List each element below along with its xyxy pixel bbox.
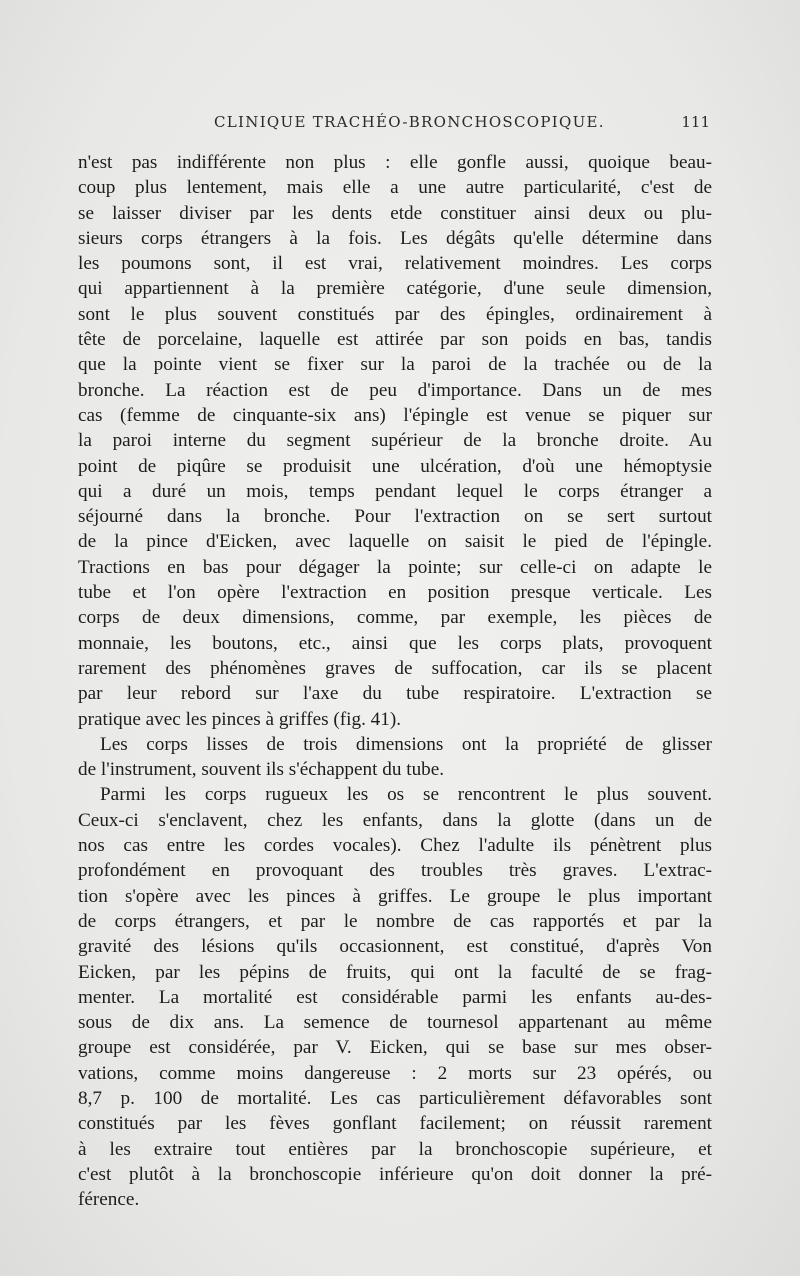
text-line: de la pince d'Eicken, avec laquelle on saisit le pied de l'épingle. (78, 531, 712, 553)
text-line: sieurs corps étrangers à la fois. Les dégâts qu'elle détermine dans (78, 227, 712, 249)
text-line: Eicken, par les pépins de fruits, qui ont la faculté de se frag- (78, 961, 712, 983)
text-line: tube et l'on opère l'extraction en position presque verticale. Les (78, 582, 712, 604)
text-line: rarement des phénomènes graves de suffocation, car ils se placent (78, 657, 712, 679)
text-line: sont le plus souvent constitués par des épingles, ordinairement à (78, 303, 712, 325)
paragraph (78, 732, 712, 783)
text-line: cas (femme de cinquante-six ans) l'épingle est venue se piquer sur (78, 404, 712, 426)
text-line: Ceux-ci s'enclavent, chez les enfants, dans la glotte (dans un de (78, 809, 712, 831)
text-line: par leur rebord sur l'axe du tube respiratoire. L'extraction se (78, 683, 712, 705)
text-line: groupe est considérée, par V. Eicken, qui se base sur mes obser- (78, 1037, 712, 1059)
paragraph (78, 782, 712, 1212)
text-line: de l'instrument, souvent ils s'échappent du tube. (78, 759, 445, 781)
running-head (78, 113, 710, 137)
text-line: c'est plutôt à la bronchoscopie inférieure qu'on doit donner la pré- (78, 1163, 712, 1185)
text-line: gravité des lésions qu'ils occasionnent, est constitué, d'après Von (78, 936, 712, 958)
text-line: Tractions en bas pour dégager la pointe; sur celle-ci on adapte le (78, 556, 712, 578)
text-line: Parmi les corps rugueux les os se rencontrent le plus souvent. (100, 784, 712, 806)
text-line: tion s'opère avec les pinces à griffes. Le groupe le plus important (78, 885, 712, 907)
text-line: nos cas entre les cordes vocales). Chez l'adulte ils pénètrent plus (78, 835, 712, 857)
text-line: 8,7 p. 100 de mortalité. Les cas particulièrement défavorables sont (78, 1087, 712, 1109)
text-line: bronche. La réaction est de peu d'importance. Dans un de mes (78, 379, 712, 401)
body-text (78, 150, 712, 1212)
text-line: Les corps lisses de trois dimensions ont la propriété de glisser (100, 733, 712, 755)
text-line: qui a duré un mois, temps pendant lequel le corps étranger a (78, 480, 712, 502)
text-line: menter. La mortalité est considérable parmi les enfants au-des- (78, 986, 712, 1008)
text-line: constitués par les fèves gonflant facilement; on réussit rarement (78, 1113, 712, 1135)
text-line: que la pointe vient se fixer sur la paroi de la trachée ou de la (78, 354, 712, 376)
text-line: point de piqûre se produisit une ulcération, d'où une hémoptysie (78, 455, 712, 477)
text-line: férence. (78, 1189, 140, 1211)
text-line: se laisser diviser par les dents etde constituer ainsi deux ou plu- (78, 202, 712, 224)
text-line: à les extraire tout entières par la bronchoscopie supérieure, et (78, 1138, 712, 1160)
text-line: pratique avec les pinces à griffes (fig. 41). (78, 708, 402, 730)
text-line: tête de porcelaine, laquelle est attirée par son poids en bas, tandis (78, 329, 712, 351)
text-line: coup plus lentement, mais elle a une autre particularité, c'est de (78, 177, 712, 199)
text-line: séjourné dans la bronche. Pour l'extraction on se sert surtout (78, 506, 712, 528)
text-line: qui appartiennent à la première catégorie, d'une seule dimension, (78, 278, 712, 300)
text-line: sous de dix ans. La semence de tournesol appartenant au même (78, 1012, 712, 1034)
text-line: corps de deux dimensions, comme, par exemple, les pièces de (78, 607, 712, 629)
text-line: vations, comme moins dangereuse : 2 morts sur 23 opérés, ou (78, 1062, 712, 1084)
text-line: monnaie, les boutons, etc., ainsi que les corps plats, provoquent (78, 632, 712, 654)
text-line: les poumons sont, il est vrai, relativement moindres. Les corps (78, 253, 712, 275)
text-line: la paroi interne du segment supérieur de la bronche droite. Au (78, 430, 712, 452)
paragraph (78, 150, 712, 732)
text-line: profondément en provoquant des troubles très graves. L'extrac- (78, 860, 712, 882)
page-number: 111 (681, 113, 710, 131)
text-line: n'est pas indifférente non plus : elle gonfle aussi, quoique beau- (78, 152, 712, 173)
running-title: CLINIQUE TRACHÉO-BRONCHOSCOPIQUE. (214, 113, 605, 131)
text-line: de corps étrangers, et par le nombre de cas rapportés et par la (78, 910, 712, 932)
